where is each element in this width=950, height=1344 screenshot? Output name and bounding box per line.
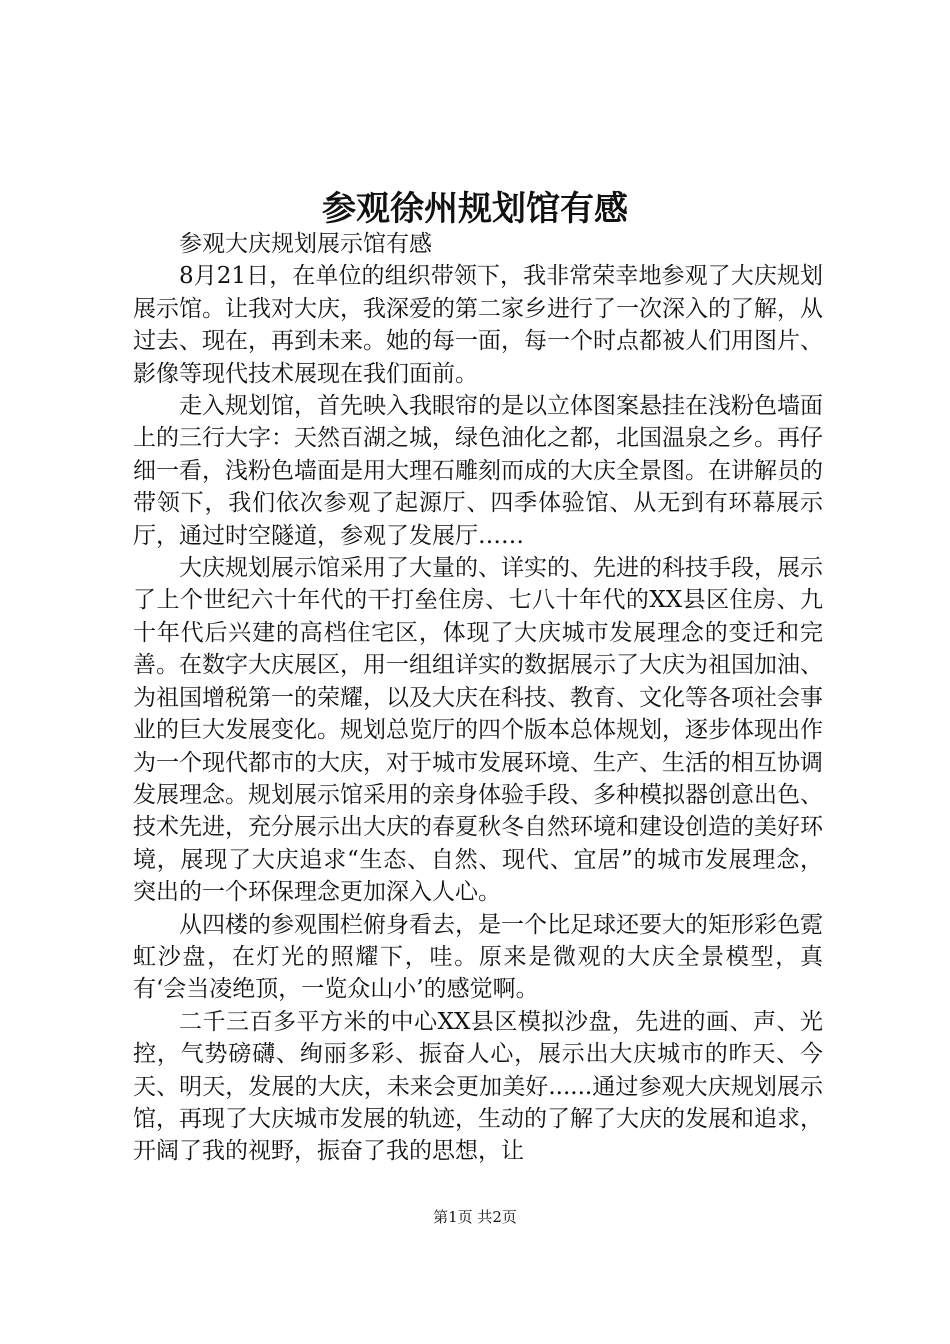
- document-body: [133, 228, 823, 1168]
- body-paragraph: 从四楼的参观围栏俯身看去，是一个比足球还要大的矩形彩色霓虹沙盘，在灯光的照耀下，哇。原来是微观的大庆全景模型，真有‘会当凌绝顶，一览众山小’的感觉啊。: [133, 911, 823, 1003]
- document-title: 参观徐州规划馆有感: [322, 189, 628, 229]
- body-paragraph: 二千三百多平方米的中心XX县区模拟沙盘，先进的画、声、光控，气势磅礴、绚丽多彩、振奋人心，展示出大庆城市的昨天、今天、明天，发展的大庆，未来会更加美好......通过参观大庆规划展示馆，再现了大庆城市发展的轨迹，生动的了解了大庆的发展和追求，开阔了我的视野，振奋了我的思想，让: [133, 1008, 823, 1165]
- body-paragraph: 大庆规划展示馆采用了大量的、详实的、先进的科技手段，展示了上个世纪六十年代的干打垒住房、七八十年代的XX县区住房、九十年代后兴建的高档住宅区，体现了大庆城市发展理念的变迁和完善。在数字大庆展区，用一组组详实的数据展示了大庆为祖国加油、为祖国增税第一的荣耀，以及大庆在科技、教育、文化等各项社会事业的巨大发展变化。规划总览厅的四个版本总体规划，逐步体现出作为一个现代都市的大庆，对于城市发展环境、生产、生活的相互协调发展理念。规划展示馆采用的亲身体验手段、多种模拟器创意出色、技术先进，充分展示出大庆的春夏秋冬自然环境和建设创造的美好环境，展现了大庆追求“生态、自然、现代、宜居”的城市发展理念，突出的一个环保理念更加深入人心。: [133, 555, 823, 906]
- body-paragraph: 8月21日，在单位的组织带领下，我非常荣幸地参观了大庆规划展示馆。让我对大庆，我深爱的第二家乡进行了一次深入的了解，从过去、现在，再到未来。她的每一面，每一个时点都被人们用图片、影像等现代技术展现在我们面前。: [133, 263, 823, 387]
- body-paragraph: 走入规划馆，首先映入我眼帘的是以立体图案悬挂在浅粉色墙面上的三行大字：天然百湖之城，绿色油化之都，北国温泉之乡。再仔细一看，浅粉色墙面是用大理石雕刻而成的大庆全景图。在讲解员的带领下，我们依次参观了起源厅、四季体验馆、从无到有环幕展示厅，通过时空隧道，参观了发展厅……: [133, 393, 823, 549]
- page-number-footer: 第1页 共2页: [433, 1208, 517, 1226]
- subtitle-paragraph: 参观大庆规划展示馆有感: [179, 231, 432, 257]
